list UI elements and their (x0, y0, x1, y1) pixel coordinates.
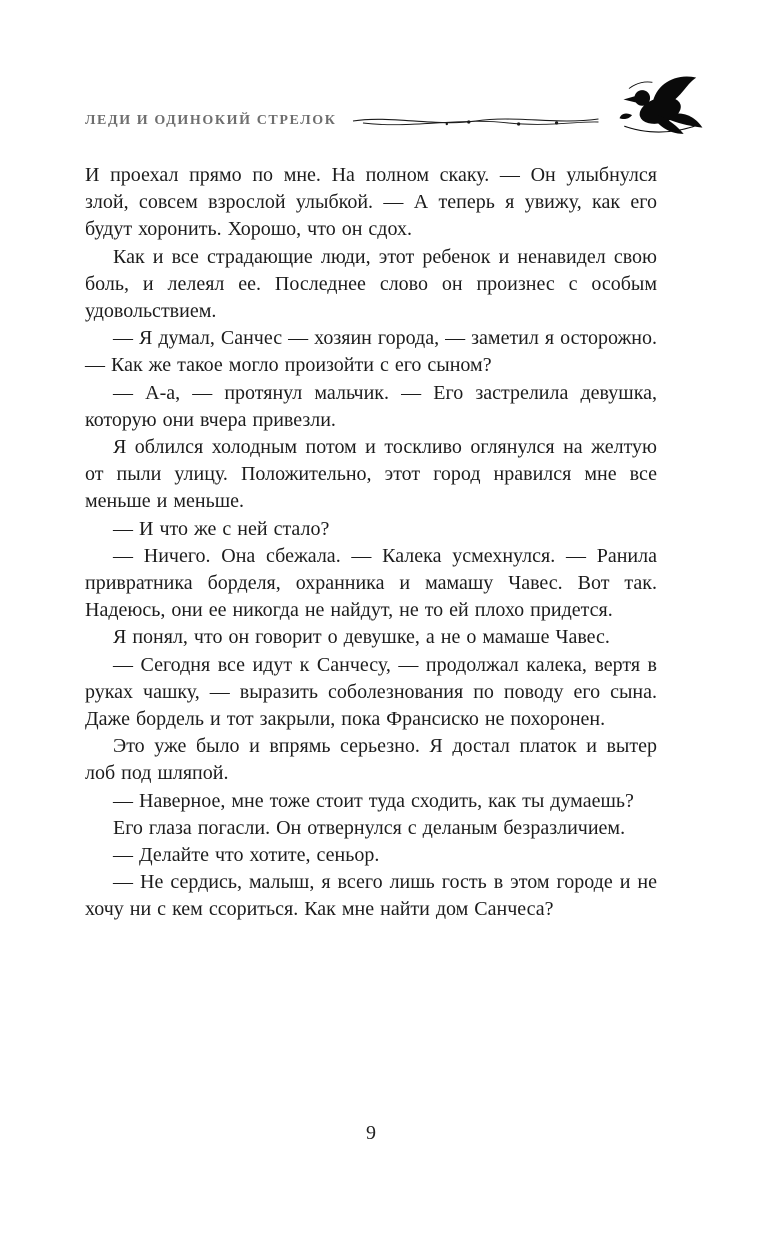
paragraph: — И что же с ней стало? (113, 517, 330, 540)
paragraph: Я понял, что он говорит о девушке, а не о мамаше Чавес. (113, 626, 610, 649)
paragraph: Как и все страдающие люди, этот ребенок и ненавидел свою боль, и лелеял ее. Последнее слово он произнес с особым удовольствием. (85, 245, 657, 323)
paragraph: — Делайте что хотите, сеньор. (113, 844, 380, 867)
paragraph: — Сегодня все идут к Санчесу, — продолжал калека, вертя в руках чашку, — выразить соболезнования по поводу его сына. Даже бордель и тот закрыли, пока Франсиско не похоронен. (85, 653, 657, 731)
header-title: ЛЕДИ И ОДИНОКИЙ СТРЕЛОК (85, 113, 337, 128)
paragraph: Я облился холодным потом и тоскливо оглянулся на желтую от пыли улицу. Положительно, этот город нравился мне все меньше и меньше. (85, 436, 657, 513)
squiggle-divider-icon (351, 112, 600, 130)
paragraph: — Наверное, мне тоже стоит туда сходить, как ты думаешь? (113, 789, 634, 812)
paragraph: — Ничего. Она сбежала. — Калека усмехнулся. — Ранила привратника борделя, охранника и мамашу Чавес. Вот так. Надеюсь, они ее никогда не найдут, не то ей плохо придется. (85, 544, 657, 622)
paragraph: — А-а, — протянул мальчик. — Его застрелила девушка, которую они вчера привезли. (85, 381, 657, 431)
paragraph: — Не сердись, малыш, я всего лишь гость в этом городе и не хочу ни с кем ссориться. Как мне найти дом Санчеса? (85, 871, 657, 921)
paragraph: Это уже было и впрямь серьезно. Я достал платок и вытер лоб под шляпой. (85, 735, 657, 785)
paragraph: — Я думал, Санчес — хозяин города, — заметил я осторожно. — Как же такое могло произойти с его сыном? (85, 327, 657, 377)
paragraph: И проехал прямо по мне. На полном скаку. — Он улыбнулся злой, совсем взрослой улыбкой. — А теперь я увижу, как его будут хоронить. Хорошо, что он сдох. (85, 164, 657, 241)
page-number: 9 (366, 1122, 376, 1144)
body-text (85, 162, 657, 924)
bird-ornament-icon (618, 68, 704, 142)
page-footer (85, 1122, 657, 1145)
running-header (85, 112, 600, 130)
paragraph: Его глаза погасли. Он отвернулся с деланым безразличием. (113, 816, 626, 839)
